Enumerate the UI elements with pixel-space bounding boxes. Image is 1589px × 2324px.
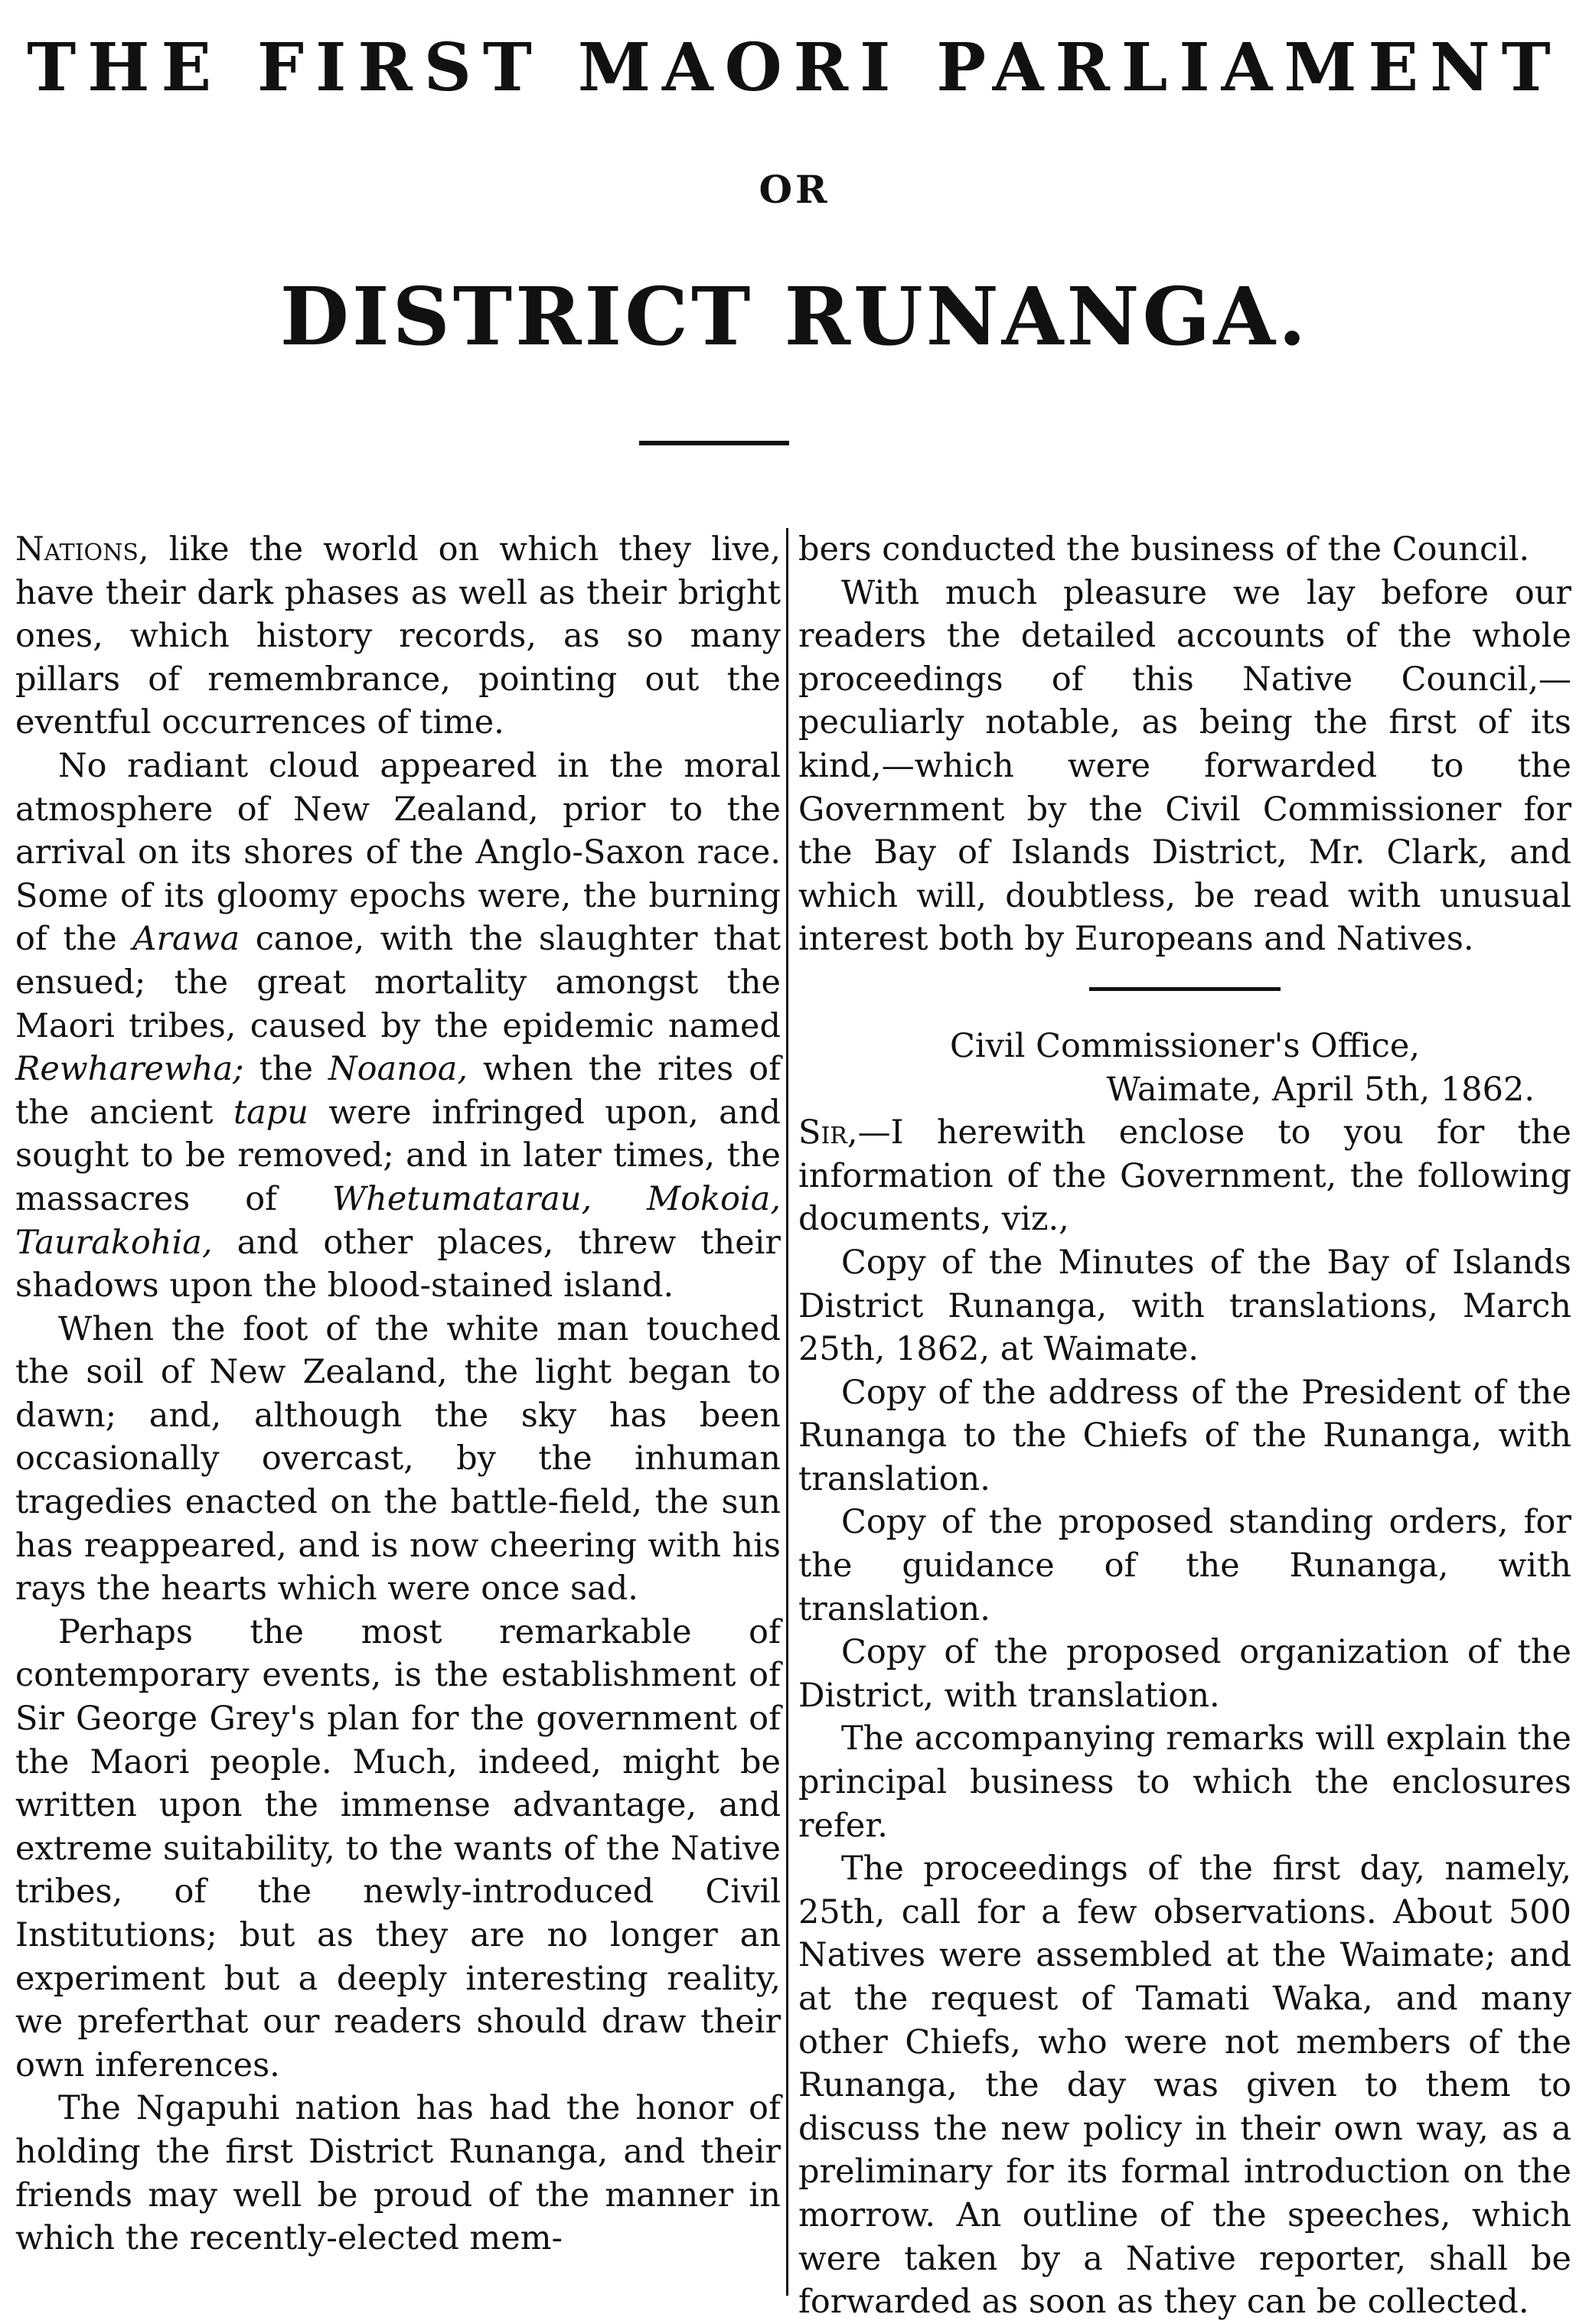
italic-arawa: Arawa xyxy=(132,920,240,959)
title-divider xyxy=(639,441,789,445)
paragraph-1 xyxy=(15,528,781,745)
letter-paragraph-3: Copy of the address of the President of the Runanga to the Chiefs of the Runanga, with translation. xyxy=(798,1373,1571,1498)
paragraph-1-text: like the world on which they live, have their dark phases as well as their bright ones, which history records, as so many pillars of remembrance, pointing out the eventful occurrences of time. xyxy=(15,530,781,742)
paragraph-2-text-e: were infringed upon, and sought to be removed; and in later times, the massacres of xyxy=(15,1093,781,1218)
letter-address-office: Civil Commissioner's Office, xyxy=(950,1026,1420,1065)
paragraph-3: When the foot of the white man touched the soil of New Zealand, the light began to dawn; and, although the sky has been occasionally overcast, by the inhuman tragedies enacted on the battle-field, the sun has reappeared, and is now cheering with his rays the hearts which were once sad. xyxy=(15,1309,781,1609)
italic-noanoa: Noanoa, xyxy=(328,1050,468,1089)
letter-paragraph-5: Copy of the proposed organization of the District, with translation. xyxy=(798,1633,1571,1715)
right-column xyxy=(798,528,1571,2324)
paragraph-2-text-f: and other places, threw their shadows upon the blood-stained island. xyxy=(15,1223,781,1305)
letter-salutation: Sir, xyxy=(798,1113,858,1152)
intro-paragraph: With much pleasure we lay before our readers the detailed accounts of the whole proceedings of this Native Council,—peculiarly notable, as being the first of its kind,—which were forwarded to the Government by the Civil Commissioner for the Bay of Islands District, Mr. Clark, and which will, doubtless, be read with unusual interest both by Europeans and Natives. xyxy=(798,573,1571,959)
drop-lead-word: Nations, xyxy=(15,530,149,569)
letter-paragraph-4: Copy of the proposed standing orders, for the guidance of the Runanga, with translation. xyxy=(798,1503,1571,1628)
letter-paragraph-1: —I herewith enclose to you for the information of the Government, the following documents, viz., xyxy=(798,1113,1571,1239)
paragraph-2-text-b: canoe, with the slaughter that ensued; the great mortality amongst the Maori tribes, caused by the epidemic named xyxy=(15,920,781,1045)
continued-paragraph: bers conducted the business of the Council. xyxy=(798,530,1530,569)
letter-paragraph-2: Copy of the Minutes of the Bay of Islands District Runanga, with translations, March 25th, 1862, at Waimate. xyxy=(798,1243,1571,1369)
paragraph-4: Perhaps the most remarkable of contemporary events, is the establishment of Sir George Grey's plan for the government of the Maori people. Much, indeed, might be written upon the immense advantage, and extreme suitability, to the wants of the Native tribes, of the newly-introduced Civil Institutions; but as they are no longer an experiment but a deeply interesting reality, we preferthat our readers should draw their own inferences. xyxy=(15,1612,781,2084)
italic-rewharewha: Rewharewha; xyxy=(15,1050,244,1089)
left-column xyxy=(15,528,781,2260)
section-divider xyxy=(1089,987,1281,991)
letter-paragraph-6: The accompanying remarks will explain the principal business to which the enclosures refer. xyxy=(798,1719,1571,1845)
letter-address-date: Waimate, April 5th, 1862. xyxy=(1106,1070,1535,1109)
letter-paragraph-7: The proceedings of the first day, namely, 25th, call for a few observations. About 500 Natives were assembled at the Waimate; and at the request of Tamati Waka, and many other Chiefs, who were not members of the Runanga, the day was given to them to discuss the new policy in their own way, as a preliminary for its formal introduction on the morrow. An outline of the speeches, which were taken by a Native reporter, shall be forwarded as soon as they can be collected. xyxy=(798,1850,1571,2322)
paragraph-2-text-d: when the rites of the ancient xyxy=(15,1050,781,1132)
headline-conjunction: OR xyxy=(759,167,830,212)
column-divider xyxy=(786,528,788,2296)
paragraph-2 xyxy=(15,745,781,1308)
italic-tapu: tapu xyxy=(233,1093,308,1132)
paragraph-2-text-c: the xyxy=(243,1050,329,1089)
paragraph-2-text-a: No radiant cloud appeared in the moral atmosphere of New Zealand, prior to the arrival on its shores of the Anglo-Saxon race. Some of its gloomy epochs were, the burning of the xyxy=(15,746,781,959)
headline-subtitle: DISTRICT RUNANGA. xyxy=(279,269,1310,363)
headline-title: THE FIRST MAORI PARLIAMENT xyxy=(27,29,1562,106)
paragraph-5: The Ngapuhi nation has had the honor of holding the first District Runanga, and their friends may well be proud of the manner in which the recently-elected mem- xyxy=(15,2089,781,2258)
italic-places: Whetumatarau, Mokoia, Taurakohia, xyxy=(15,1179,781,1262)
letter-salutation-paragraph xyxy=(798,1111,1571,1241)
